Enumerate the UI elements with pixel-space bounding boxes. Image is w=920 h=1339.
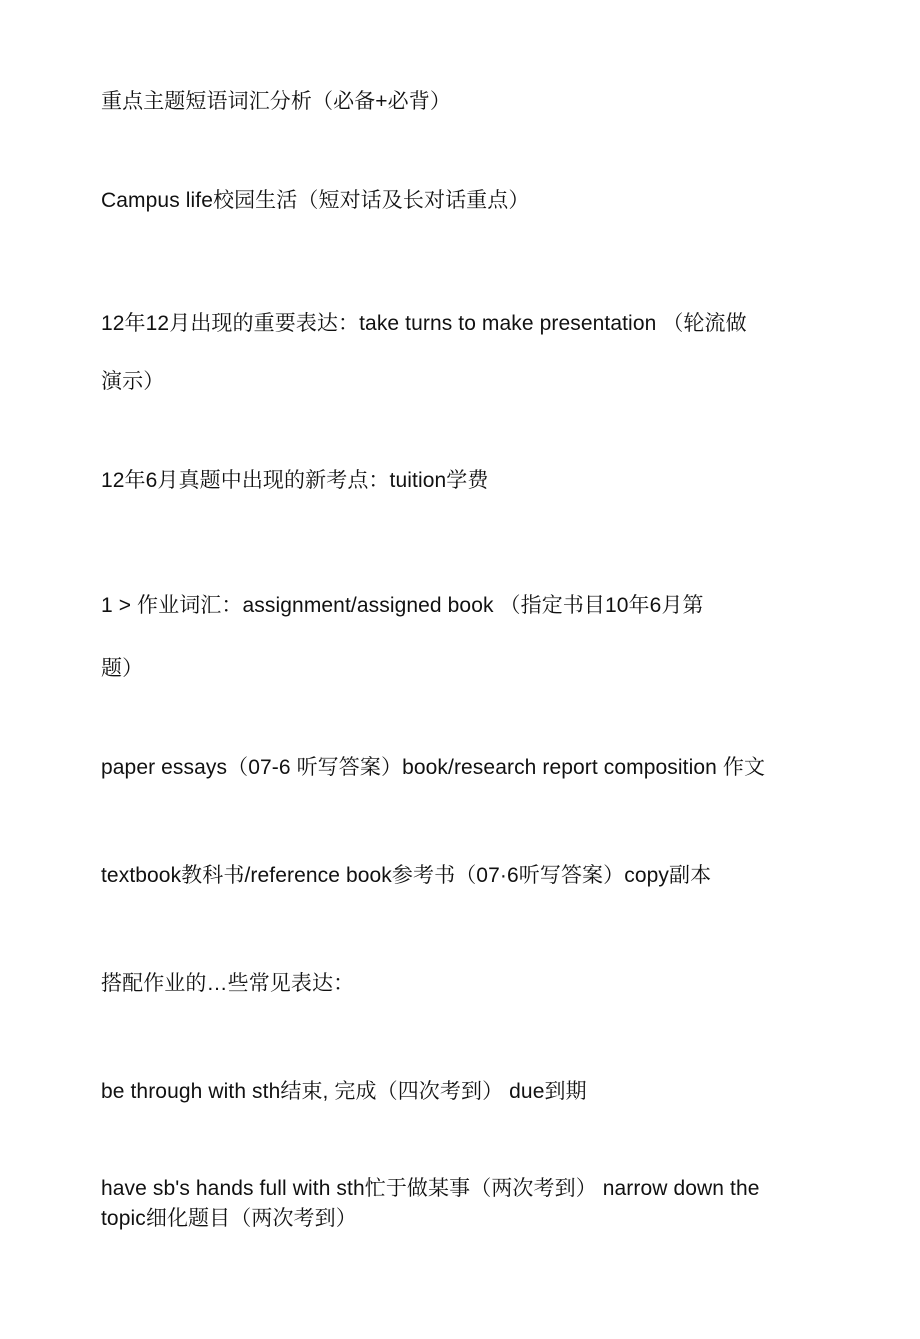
paragraph-line: 题）	[101, 657, 144, 680]
paragraph-line: be through with sth结束, 完成（四次考到） due到期	[101, 1080, 587, 1103]
paragraph-line: paper essays（07-6 听写答案）book/research report composition 作文	[101, 756, 766, 779]
paragraph-line: 1 > 作业词汇：assignment/assigned book （指定书目10年6月第	[101, 594, 704, 617]
paragraph-line: have sb's hands full with sth忙于做某事（两次考到） narrow down the	[101, 1177, 760, 1200]
paragraph-line: 12年6月真题中出现的新考点：tuition学费	[101, 469, 489, 492]
paragraph-line: topic细化题目（两次考到）	[101, 1207, 357, 1230]
section-heading: Campus life校园生活（短对话及长对话重点）	[101, 189, 530, 212]
paragraph-line: 搭配作业的…些常见表达：	[101, 972, 355, 995]
paragraph-line: 12年12月出现的重要表达：take turns to make presentation （轮流做	[101, 312, 747, 335]
document-title: 重点主题短语词汇分析（必备+必背）	[101, 90, 451, 113]
paragraph-line: 演示）	[101, 370, 165, 393]
paragraph-line: textbook教科书/reference book参考书（07·6听写答案）copy副本	[101, 864, 712, 887]
